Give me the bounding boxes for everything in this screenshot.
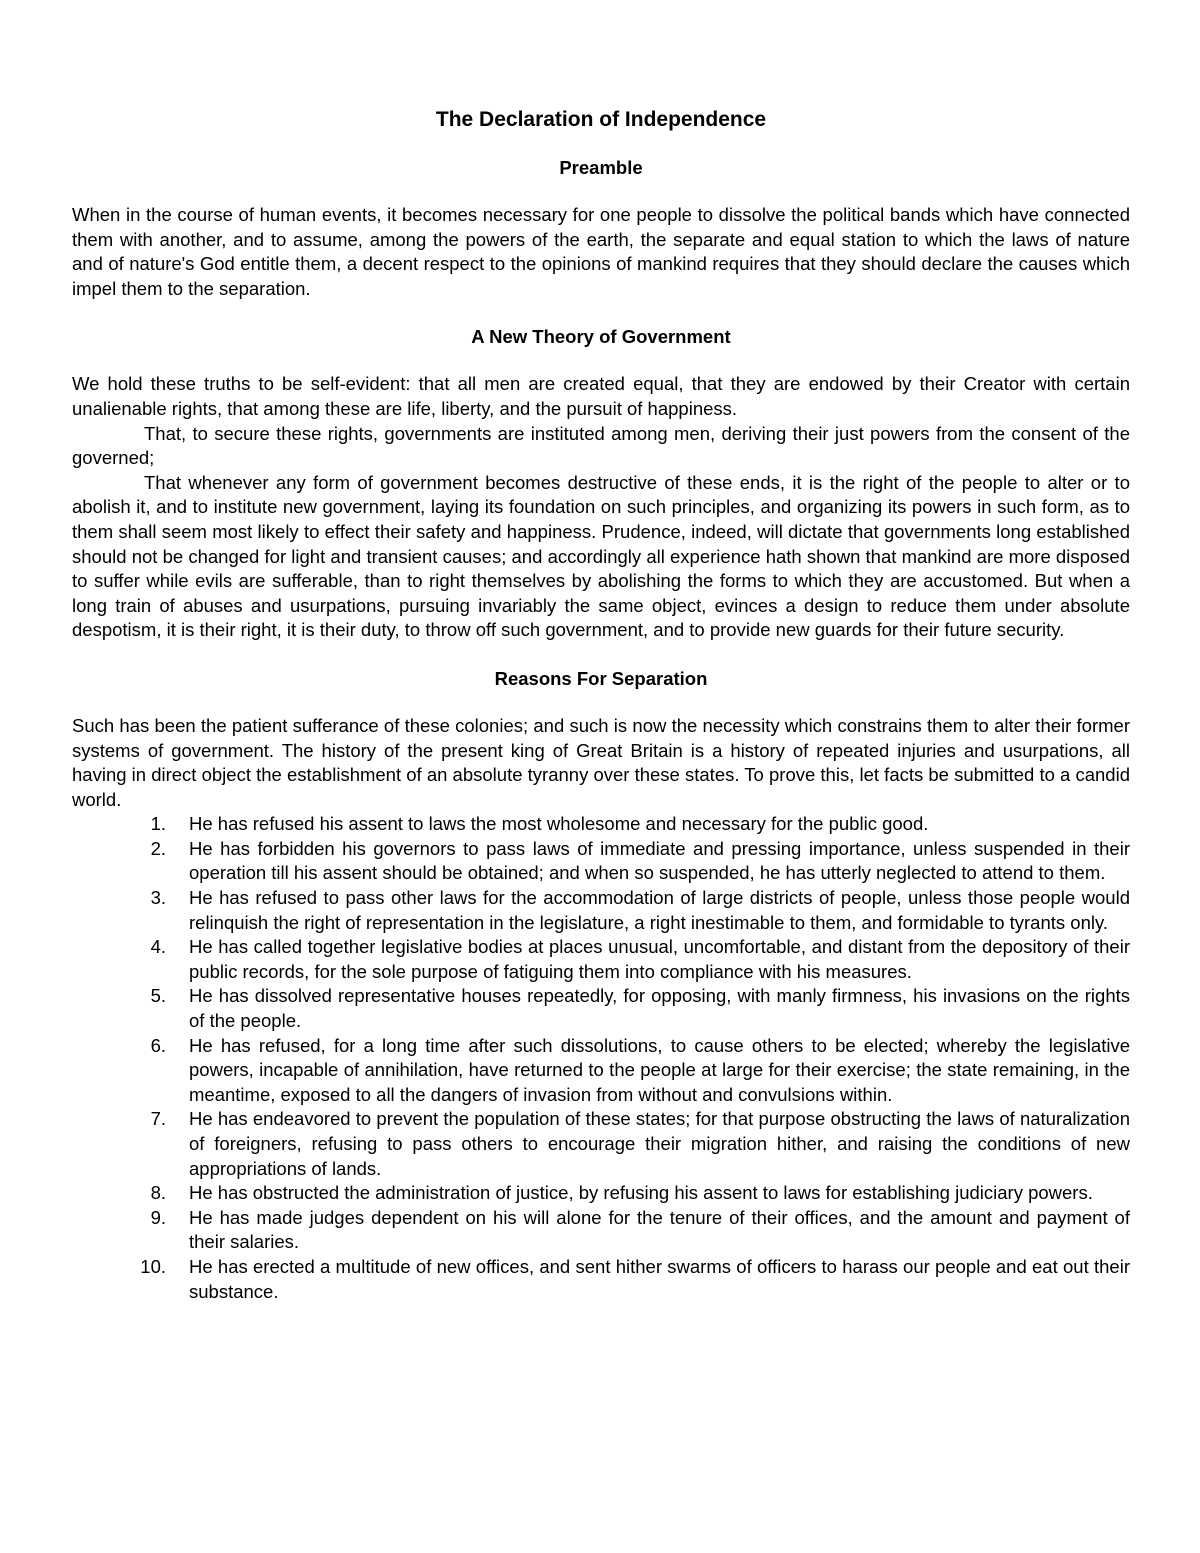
reasons-intro: Such has been the patient sufferance of these colonies; and such is now the necessity which constrains them to alter their former systems of government. The history of the present king of Great Britain is a history of repeated injuries and usurpations, all having in direct object the establishment of an absolute tyranny over these states. To prove this, let facts be submitted to a candid world. — [72, 714, 1130, 810]
list-item-text: He has refused his assent to laws the most wholesome and necessary for the public good. — [189, 813, 929, 835]
grievances-list — [72, 812, 1130, 1304]
reasons-heading: Reasons For Separation — [494, 667, 708, 689]
list-item-text: He has forbidden his governors to pass laws of immediate and pressing importance, unless suspended in their operation till his assent should be obtained; and when so suspended, he has utterly neglected to attend to them. — [189, 837, 1130, 884]
list-item-text: He has erected a multitude of new offices, and sent hither swarms of officers to harass our people and eat out their substance. — [189, 1255, 1130, 1302]
new-theory-paragraph-2: That, to secure these rights, governments are instituted among men, deriving their just powers from the consent of the governed; — [72, 422, 1130, 469]
list-item — [72, 812, 1130, 837]
list-item-number: 8. — [150, 1182, 166, 1204]
list-item — [72, 984, 1130, 1033]
list-item-text: He has dissolved representative houses repeatedly, for opposing, with manly firmness, his invasions on the rights of the people. — [189, 985, 1130, 1032]
list-item-number: 1. — [150, 813, 166, 835]
document-page — [72, 106, 1130, 1304]
list-item-text: He has refused, for a long time after such dissolutions, to cause others to be elected; whereby the legislative powers, incapable of annihilation, have returned to the people at large for their exercise; the state remaining, in the meantime, exposed to all the dangers of invasion from without and convulsions within. — [189, 1034, 1130, 1105]
list-item — [72, 886, 1130, 935]
new-theory-paragraph-3: That whenever any form of government becomes destructive of these ends, it is the right of the people to alter or to abolish it, and to institute new government, laying its foundation on such principles, and organizing its powers in such form, as to them shall seem most likely to effect their safety and happiness. Prudence, indeed, will dictate that governments long established should not be changed for light and transient causes; and accordingly all experience hath shown that mankind are more disposed to suffer while evils are sufferable, than to right themselves by abolishing the forms to which they are accustomed. But when a long train of abuses and usurpations, pursuing invariably the same object, evinces a design to reduce them under absolute despotism, it is their right, it is their duty, to throw off such government, and to provide new guards for their future security. — [72, 471, 1130, 641]
list-item-text: He has refused to pass other laws for the accommodation of large districts of people, unless those people would relinquish the right of representation in the legislature, a right inestimable to them, and formidable to tyrants only. — [189, 887, 1130, 933]
list-item-text: He has endeavored to prevent the population of these states; for that purpose obstructing the laws of naturalization of foreigners, refusing to pass others to encourage their migration hither, and raising the conditions of new appropriations of lands. — [189, 1108, 1130, 1179]
list-item-number: 6. — [150, 1034, 166, 1056]
list-item — [72, 1034, 1130, 1108]
list-item — [72, 1181, 1130, 1206]
list-item-text: He has obstructed the administration of justice, by refusing his assent to laws for establishing judiciary powers. — [189, 1182, 1093, 1204]
preamble-paragraph: When in the course of human events, it becomes necessary for one people to dissolve the political bands which have connected them with another, and to assume, among the powers of the earth, the separate and equal station to which the laws of nature and of nature's God entitle them, a decent respect to the opinions of mankind requires that they should declare the causes which impel them to the separation. — [72, 204, 1130, 299]
list-item-number: 10. — [140, 1255, 166, 1277]
list-item — [72, 1255, 1130, 1304]
list-item-number: 4. — [150, 936, 166, 958]
document-title: The Declaration of Independence — [435, 108, 767, 131]
list-item-number: 3. — [150, 887, 166, 909]
list-item-number: 5. — [150, 985, 166, 1007]
list-item — [72, 1107, 1130, 1181]
list-item-number: 7. — [150, 1108, 166, 1130]
list-item-text: He has made judges dependent on his will alone for the tenure of their offices, and the amount and payment of their salaries. — [189, 1206, 1130, 1253]
list-item — [72, 837, 1130, 886]
list-item-text: He has called together legislative bodies at places unusual, uncomfortable, and distant from the depository of their public records, for the sole purpose of fatiguing them into compliance with his measures. — [189, 936, 1130, 982]
new-theory-paragraph-1: We hold these truths to be self-evident: that all men are created equal, that they are endowed by their Creator with certain unalienable rights, that among these are life, liberty, and the pursuit of happiness. — [72, 373, 1130, 419]
list-item — [72, 1206, 1130, 1255]
list-item-number: 2. — [150, 837, 166, 859]
preamble-heading: Preamble — [559, 157, 643, 178]
list-item-number: 9. — [150, 1206, 166, 1228]
list-item — [72, 935, 1130, 984]
new-theory-heading: A New Theory of Government — [471, 326, 731, 348]
